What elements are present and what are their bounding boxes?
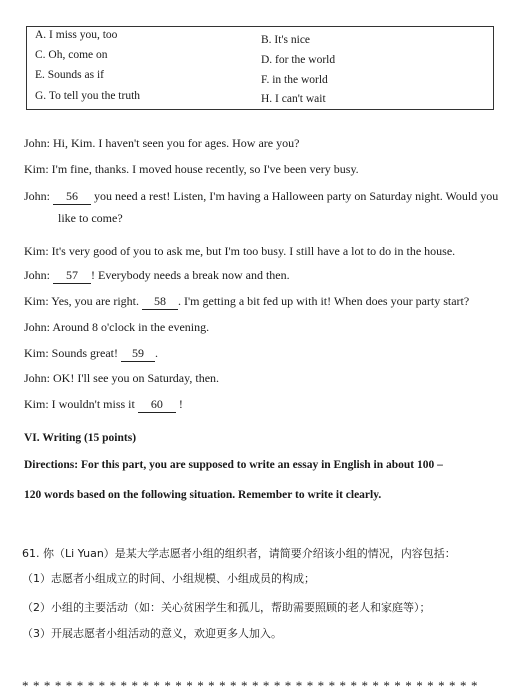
dialogue-text: you need a rest! Listen, I'm having a Halloween party on Saturday night. Would you [94,189,499,203]
dialogue-line-2: Kim: I'm fine, thanks. I moved house recently, so I've been very busy. [24,162,359,176]
dialogue-line-8 [24,346,158,362]
dialogue-line-5 [24,268,290,284]
question-61-item-2: （2）小组的主要活动（如：关心贫困学生和孤儿，帮助需要照顾的老人和家庭等）； [22,601,431,614]
star-divider: * * * * * * * * * * * * * * * * * * * * * * * * * * * * * * * * * * * * * * * * * * [22,678,479,693]
dialogue-line-3 [24,189,498,205]
speaker-label: John: [24,189,51,203]
dialogue-text: . I'm getting a bit fed up with it! When does your party start? [178,294,470,308]
dialogue-line-6 [24,294,469,310]
option-b: B. It's nice [261,34,311,46]
question-61-item-1: （1）志愿者小组成立的时间、小组规模、小组成员的构成； [22,572,315,585]
blank-56[interactable]: 56 [53,189,91,205]
blank-59[interactable]: 59 [121,346,155,362]
dialogue-text: ! [178,397,183,411]
speaker-label: Kim: Sounds great! [24,346,118,360]
directions-line-2: 120 words based on the following situation. Remember to write it clearly. [24,489,382,501]
dialogue-line-3-cont: like to come? [58,211,123,225]
option-g: G. To tell you the truth [35,90,141,102]
dialogue-text: ! Everybody needs a break now and then. [91,268,290,282]
option-a: A. I miss you, too [35,29,118,41]
option-d: D. for the world [261,54,336,66]
blank-57[interactable]: 57 [53,268,91,284]
option-e: E. Sounds as if [35,69,104,81]
speaker-label: Kim: Yes, you are right. [24,294,139,308]
directions-line-1: Directions: For this part, you are supposed to write an essay in English in about 100 – [24,459,443,471]
speaker-label: John: [24,268,51,282]
blank-60[interactable]: 60 [138,397,176,413]
option-c: C. Oh, come on [35,49,108,61]
dialogue-text: . [155,346,158,360]
dialogue-line-4: Kim: It's very good of you to ask me, but I'm too busy. I still have a lot to do in the house. [24,244,456,258]
section-heading: VI. Writing (15 points) [24,432,137,444]
question-61-item-3: （3）开展志愿者小组活动的意义，欢迎更多人加入。 [22,627,282,640]
question-61: 61. 你（Li Yuan）是某大学志愿者小组的组织者，请简要介绍该小组的情况，内容包括： [22,547,456,560]
options-box [26,26,494,110]
dialogue-line-9: John: OK! I'll see you on Saturday, then. [24,371,220,385]
speaker-label: Kim: I wouldn't miss it [24,397,135,411]
option-h: H. I can't wait [261,93,326,105]
blank-58[interactable]: 58 [142,294,178,310]
dialogue-line-10 [24,397,183,413]
dialogue-line-7: John: Around 8 o'clock in the evening. [24,320,210,334]
option-f: F. in the world [261,74,328,86]
dialogue-line-1: John: Hi, Kim. I haven't seen you for ages. How are you? [24,136,300,150]
